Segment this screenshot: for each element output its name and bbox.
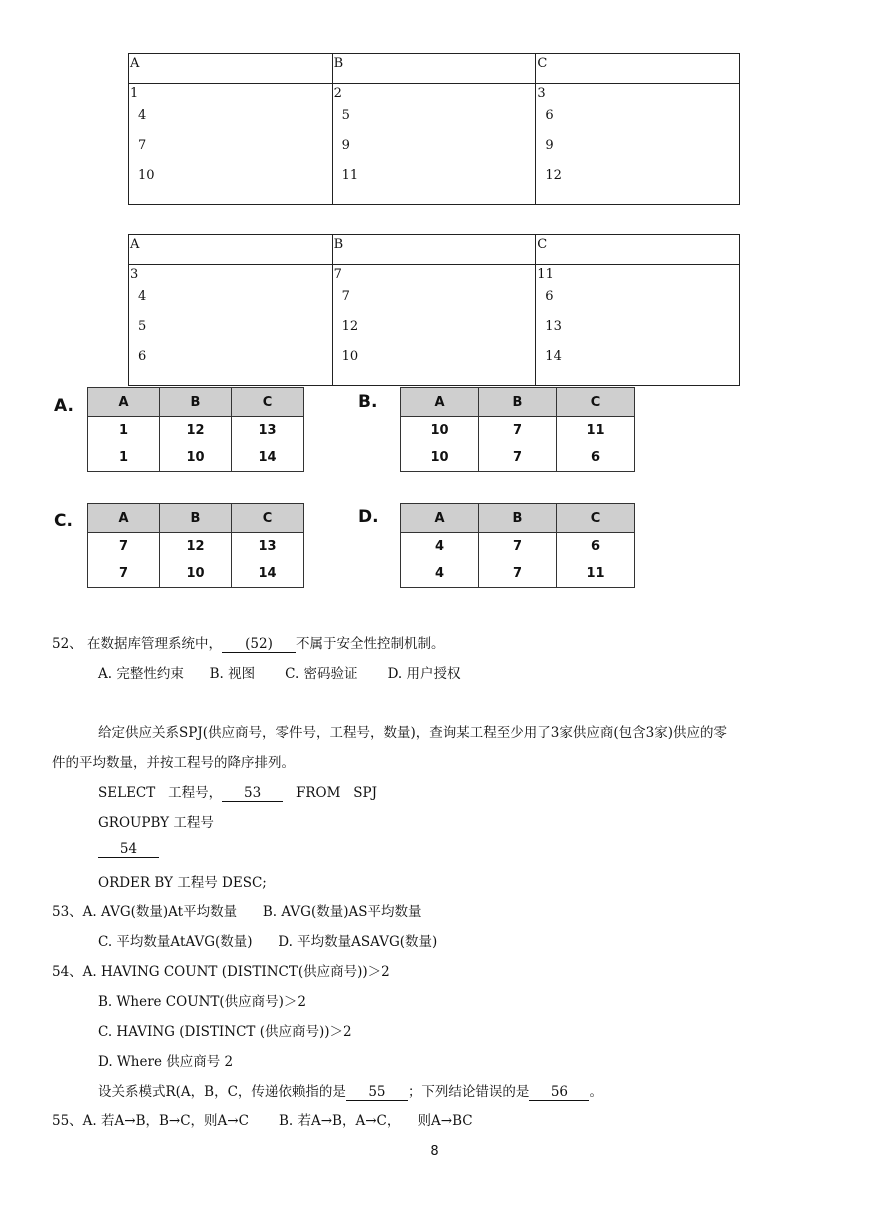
table-cell: 6 [138, 349, 147, 364]
table-header: A [88, 388, 160, 417]
option-d-label: D. [358, 507, 379, 527]
table-cell: 14 [258, 450, 277, 465]
blank-56: 56 [529, 1084, 589, 1101]
blank-53: 53 [222, 785, 283, 802]
table-header: A [401, 504, 479, 533]
table-cell: 4 [434, 539, 445, 554]
sql-groupby-line: GROUPBY 工程号 [98, 815, 214, 831]
intro-line-1: 给定供应关系SPJ(供应商号，零件号，工程号，数量)，查询某工程至少用了3家供应商(包含3家)供应的零 [98, 725, 727, 741]
question-52-options: A. 完整性约束 B. 视图 C. 密码验证 D. 用户授权 [98, 666, 461, 682]
table-cell: 4 [138, 108, 147, 123]
table-header: B [160, 504, 232, 533]
table-header: C [557, 504, 635, 533]
table-1-header-b: B [333, 56, 344, 71]
table-cell: 10 [430, 450, 449, 465]
table-cell: 1 [118, 423, 129, 438]
table-cell: 2 [333, 86, 342, 101]
intro-line-2: 件的平均数量，并按工程号的降序排列。 [52, 755, 295, 771]
table-header: B [479, 504, 557, 533]
table-cell: 7 [512, 566, 523, 581]
blank-52: (52) [222, 636, 296, 653]
question-54-c: C. HAVING (DISTINCT (供应商号))＞2 [98, 1024, 352, 1040]
table-header: A [88, 504, 160, 533]
table-2 [128, 234, 740, 386]
table-2-header-c: C [537, 237, 548, 252]
table-cell: 11 [537, 267, 554, 282]
question-52 [52, 632, 444, 653]
table-cell: 7 [118, 566, 129, 581]
table-cell: 10 [430, 423, 449, 438]
table-header: C [557, 388, 635, 417]
table-cell: 14 [258, 566, 277, 581]
table-1 [128, 53, 740, 205]
option-c-table [87, 503, 304, 588]
page-number: 8 [430, 1144, 439, 1159]
table-cell: 6 [590, 450, 601, 465]
question-54-d: D. Where 供应商号 2 [98, 1054, 234, 1070]
question-54-a: 54、A. HAVING COUNT (DISTINCT(供应商号))＞2 [52, 964, 390, 980]
sql-select-line [98, 781, 377, 802]
table-cell: 14 [545, 349, 562, 364]
table-cell: 11 [341, 168, 359, 183]
table-cell: 13 [545, 319, 562, 334]
table-header: B [479, 388, 557, 417]
question-55-options: 55、A. 若A→B，B→C，则A→C B. 若A→B，A→C， 则A→BC [52, 1113, 473, 1129]
table-cell: 10 [186, 566, 205, 581]
option-b-label: B. [358, 392, 378, 412]
sql-orderby-line: ORDER BY 工程号 DESC; [98, 875, 267, 891]
option-d-table [400, 503, 635, 588]
table-cell: 12 [341, 319, 359, 334]
option-a-label: A. [54, 396, 74, 416]
question-55-mid: ；下列结论错误的是 [407, 1084, 530, 1100]
table-cell: 12 [186, 539, 205, 554]
table-header: A [401, 388, 479, 417]
table-header: C [232, 388, 304, 417]
table-cell: 11 [586, 566, 605, 581]
table-header: C [232, 504, 304, 533]
blank-54: 54 [98, 841, 159, 858]
sql-select-text: SELECT 工程号， [98, 785, 223, 801]
table-cell: 9 [545, 138, 554, 153]
option-a-table [87, 387, 304, 472]
table-cell: 10 [341, 349, 359, 364]
question-55-end: 。 [589, 1084, 603, 1100]
table-cell: 13 [258, 539, 277, 554]
blank-55: 55 [346, 1084, 408, 1101]
table-cell: 10 [186, 450, 205, 465]
table-cell: 7 [512, 450, 523, 465]
table-cell: 10 [138, 168, 155, 183]
table-cell: 4 [434, 566, 445, 581]
table-cell: 12 [186, 423, 205, 438]
table-cell: 7 [118, 539, 129, 554]
table-cell: 3 [537, 86, 546, 101]
table-cell: 6 [545, 108, 554, 123]
table-cell: 1 [118, 450, 129, 465]
table-cell: 7 [512, 423, 523, 438]
question-55-text: 设关系模式R(A，B，C，传递依赖指的是 [98, 1084, 346, 1100]
sql-from-text: FROM SPJ [283, 785, 378, 801]
question-52-text: 52、 在数据库管理系统中， [52, 636, 222, 652]
table-2-header-b: B [333, 237, 344, 252]
table-cell: 5 [341, 108, 350, 123]
table-2-header-a: A [130, 237, 140, 252]
table-cell: 3 [130, 267, 139, 282]
table-cell: 12 [545, 168, 562, 183]
question-55-intro [98, 1080, 603, 1101]
table-cell: 6 [590, 539, 601, 554]
table-cell: 6 [545, 289, 554, 304]
table-cell: 11 [586, 423, 605, 438]
table-cell: 7 [138, 138, 147, 153]
table-cell: 7 [333, 267, 342, 282]
table-cell: 13 [258, 423, 277, 438]
table-cell: 5 [138, 319, 147, 334]
question-54-b: B. Where COUNT(供应商号)＞2 [98, 994, 307, 1010]
sql-blank-line [98, 841, 159, 858]
question-53-cd: C. 平均数量AtAVG(数量) D. 平均数量ASAVG(数量) [98, 934, 438, 950]
table-cell: 9 [341, 138, 350, 153]
option-b-table [400, 387, 635, 472]
question-53-ab: 53、A. AVG(数量)At平均数量 B. AVG(数量)AS平均数量 [52, 904, 422, 920]
option-c-label: C. [54, 511, 73, 531]
question-52-text-end: 不属于安全性控制机制。 [295, 636, 445, 652]
table-cell: 7 [341, 289, 350, 304]
table-cell: 1 [130, 86, 139, 101]
table-1-header-a: A [130, 56, 140, 71]
table-cell: 7 [512, 539, 523, 554]
table-header: B [160, 388, 232, 417]
table-cell: 4 [138, 289, 147, 304]
table-1-header-c: C [537, 56, 548, 71]
